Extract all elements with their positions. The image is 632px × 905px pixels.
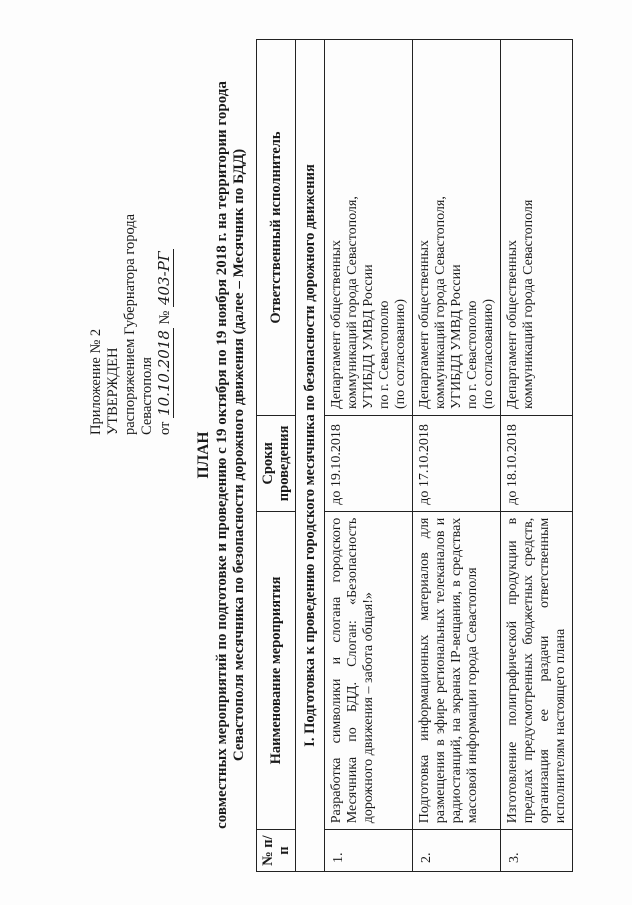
approval-block (88, 105, 174, 435)
section-title: I. Подготовка к проведению городского месячника по безопасности дорожного движения (296, 40, 325, 872)
header-exec: Ответственный исполнитель (257, 40, 296, 416)
order-number: 403-РГ (155, 251, 173, 305)
order-date-line (156, 105, 174, 435)
exec-line: УГИБДД УМВД России (361, 264, 376, 410)
exec-line: коммуникаций города Севастополя, (433, 196, 448, 410)
row-num: 1. (325, 830, 413, 872)
table-header-row (257, 40, 296, 872)
plan-subtitle-line2: Севастополя месячника по безопасности дорожного движения (далее – Месячник по БДД) (231, 148, 247, 762)
plan-subtitle-line1: совместных мероприятий по подготовке и проведению с 19 октября по 19 ноября 2018 г. на территории города (214, 81, 230, 829)
order-line: распоряжением Губернатора города (122, 213, 138, 435)
row-name: Разработка символики и слогана городского Месячника по БДД. Слоган: «Безопасность дорожного движения – забота общая!» (325, 511, 413, 830)
row-exec (501, 40, 573, 416)
approved-label: УТВЕРЖДЕН (105, 347, 121, 435)
plan-table (256, 39, 573, 872)
exec-line: Департамент общественных (505, 239, 520, 410)
row-num: 3. (501, 830, 573, 872)
exec-line: по г. Севастополю (377, 300, 392, 410)
row-name: Подготовка информационных материалов для размещения в эфире региональных телеканалов и радиостанций, на экранах IP-вещания, в средствах массовой информации города Севастополя (413, 511, 501, 830)
header-name: Наименование мероприятия (257, 511, 296, 830)
section-row (296, 40, 325, 872)
exec-line: коммуникаций города Севастополя (521, 199, 536, 410)
header-date: Сроки проведения (257, 416, 296, 512)
row-num: 2. (413, 830, 501, 872)
exec-line: (по согласованию) (393, 298, 408, 410)
row-exec (325, 40, 413, 416)
exec-line: (по согласованию) (481, 298, 496, 410)
from-prefix: от (157, 421, 173, 435)
row-exec (413, 40, 501, 416)
table-row (413, 40, 501, 872)
city-name: Севастополя (139, 357, 155, 435)
row-date: до 18.10.2018 (501, 416, 573, 512)
exec-line: Департамент общественных (417, 239, 432, 410)
row-date: до 19.10.2018 (325, 416, 413, 512)
exec-line: УГИБДД УМВД России (449, 264, 464, 410)
table-row (501, 40, 573, 872)
plan-title (195, 45, 248, 865)
exec-line: Департамент общественных (329, 239, 344, 410)
row-name: Изготовление полиграфической продукции в пределах предусмотренных бюджетных средств, организация ее раздачи ответственным исполнителям настоящего плана (501, 511, 573, 830)
order-date: 10.10.2018 (155, 330, 173, 416)
plan-heading: ПЛАН (195, 431, 212, 479)
exec-line: коммуникаций города Севастополя, (345, 196, 360, 410)
number-prefix: № (157, 310, 173, 325)
header-num: № п/п (257, 830, 296, 872)
exec-line: по г. Севастополю (465, 300, 480, 410)
appendix-label: Приложение № 2 (88, 328, 104, 435)
row-date: до 17.10.2018 (413, 416, 501, 512)
table-row (325, 40, 413, 872)
